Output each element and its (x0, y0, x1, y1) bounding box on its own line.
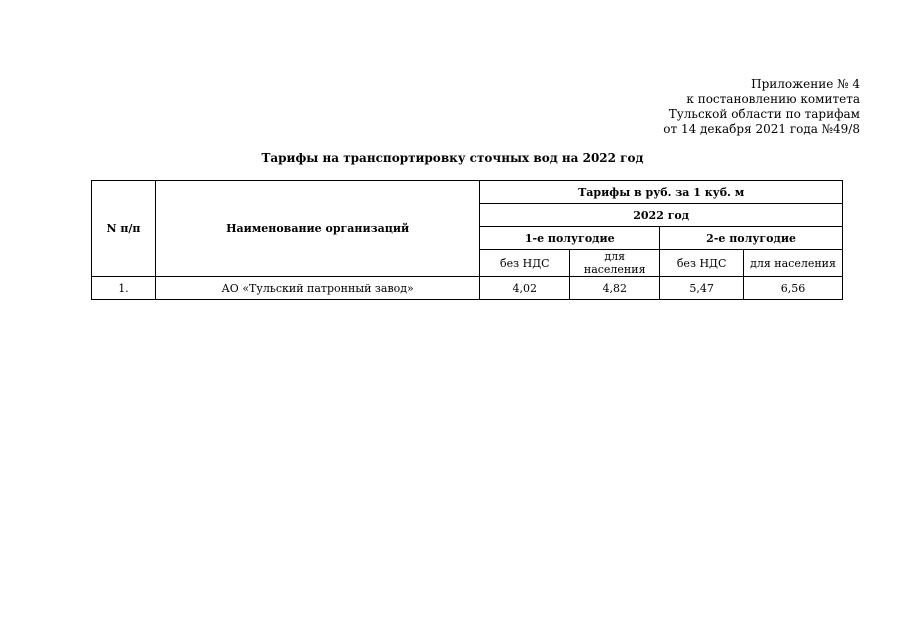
header-population-1: для населения (570, 250, 660, 277)
appendix-line-3: Тульской области по тарифам (668, 107, 860, 121)
appendix-line-4: от 14 декабря 2021 года №49/8 (663, 122, 860, 136)
header-year: 2022 год (480, 204, 843, 227)
header-population-2: для населения (744, 250, 843, 277)
document-title: Тарифы на транспортировку сточных вод на 2022 год (261, 151, 644, 165)
row-num: 1. (92, 277, 156, 300)
header-half-1: 1-е полугодие (480, 227, 660, 250)
header-tariffs: Тарифы в руб. за 1 куб. м (480, 181, 843, 204)
row-h1-no-vat: 4,02 (480, 277, 570, 300)
header-no-vat-2: без НДС (660, 250, 744, 277)
appendix-line-2: к постановлению комитета (686, 92, 860, 106)
row-org-name: АО «Тульский патронный завод» (155, 277, 479, 300)
row-h2-population: 6,56 (744, 277, 843, 300)
appendix-line-1: Приложение № 4 (751, 77, 860, 91)
header-num: N п/п (92, 181, 156, 277)
row-h2-no-vat: 5,47 (660, 277, 744, 300)
table-row (92, 277, 843, 300)
header-row-1 (92, 181, 843, 204)
header-name: Наименование организаций (155, 181, 479, 277)
row-h1-population: 4,82 (570, 277, 660, 300)
header-no-vat-1: без НДС (480, 250, 570, 277)
appendix-header (663, 77, 860, 137)
tariffs-table (91, 180, 843, 300)
header-half-2: 2-е полугодие (660, 227, 843, 250)
